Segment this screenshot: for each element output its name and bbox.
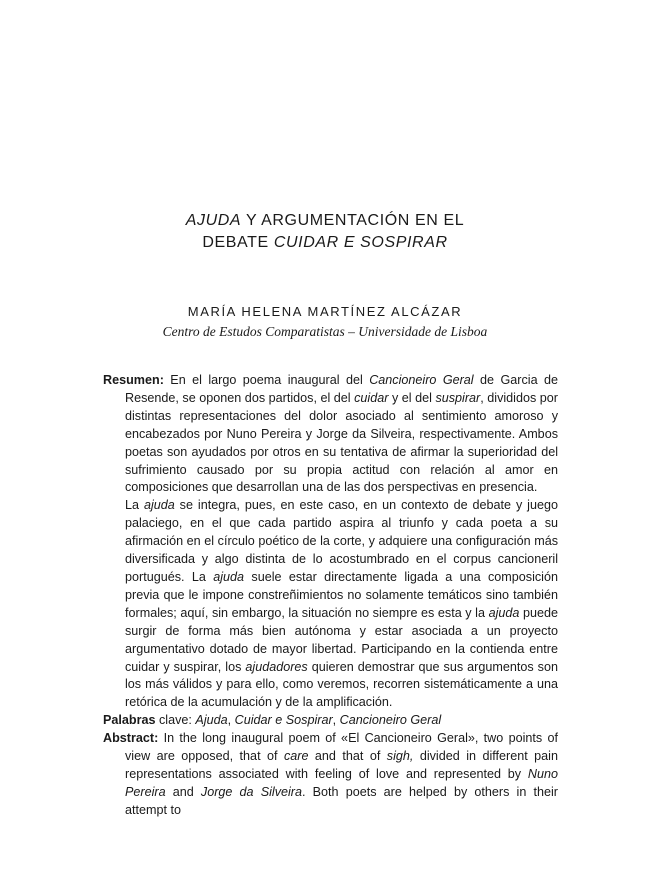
palabras-clave bbox=[103, 712, 558, 730]
text-run: and that of bbox=[308, 749, 387, 764]
resumen-text-1 bbox=[125, 373, 558, 494]
italic-run: sigh, bbox=[386, 749, 414, 764]
text-run: y el del bbox=[388, 390, 436, 405]
text-run: . Both poets are helped by others in their attempt to bbox=[125, 784, 558, 817]
abstract-paragraph bbox=[103, 730, 558, 820]
text-run: divided in different pain representations associated with feeling of love and represented by bbox=[125, 749, 558, 781]
text-run: En el largo poema inaugural del bbox=[163, 373, 370, 387]
italic-run: Cancioneiro Geral bbox=[339, 713, 442, 728]
text-run: and bbox=[165, 784, 201, 799]
text-run: de Garcia de Resende, se oponen dos partidos, el del bbox=[125, 373, 558, 405]
abstract-text bbox=[125, 731, 558, 817]
text-run: puede surgir de forma más bien autónoma y estar asociada a un proyecto argumentativo dotado de mayor libertad. Participando en la contienda entre cuidar y suspirar, los bbox=[125, 605, 558, 674]
title-line-1-rest: Y ARGUMENTACIÓN EN EL bbox=[241, 212, 465, 229]
author-affiliation: Centro de Estudos Comparatistas – Universidade de Lisboa bbox=[162, 324, 488, 339]
italic-run: ajudadores bbox=[245, 659, 308, 674]
italic-run: Ajuda bbox=[195, 713, 228, 728]
italic-run: suspirar bbox=[435, 390, 481, 405]
italic-run: ajuda bbox=[488, 605, 520, 620]
text-run: In the long inaugural poem of «El Cancioneiro Geral», two points of view are opposed, that of bbox=[125, 731, 558, 764]
title-line-2 bbox=[0, 232, 650, 254]
italic-run: Cuidar e Sospirar bbox=[234, 713, 333, 728]
abstract-label: Abstract: bbox=[103, 731, 159, 746]
title-italic-cuidar: CUIDAR E SOSPIRAR bbox=[273, 234, 448, 251]
title-line-1 bbox=[0, 210, 650, 232]
resumen-label: Resumen: bbox=[103, 373, 164, 387]
italic-run: Cancioneiro Geral bbox=[369, 373, 474, 387]
resumen-paragraph bbox=[103, 372, 558, 497]
text-run: se integra, pues, en este caso, en un contexto de debate y juego palaciego, en el que cada partido aspira al triunfo y cada poeta a su afirmación en el círculo poético de la corte, y adquiere una configuración más diversificada y algo distinta de lo acostumbrado en el corpus cancioneril portugués. La bbox=[125, 498, 558, 584]
italic-run: Nuno Pereira bbox=[125, 766, 558, 799]
title-line-2-rest: DEBATE bbox=[202, 234, 274, 251]
resumen-paragraph-2 bbox=[103, 497, 558, 712]
italic-run: ajuda bbox=[213, 569, 245, 584]
text-run: , divididos por distintas representaciones del dolor asociado al sentimiento amoroso y encabezados por Nuno Pereira y Jorge da Silveira, respectivamente. Ambos poetas son ayudados por otros en su tentativa de afirmar la superioridad del sufrimiento causado por su propia actitud con relación al amor en composiciones que desarrollan una de las dos perspectivas en presencia. bbox=[125, 390, 559, 495]
text-run: La bbox=[125, 498, 144, 513]
text-run: suele estar directamente ligada a una composición previa que le impone constreñimientos no solamente temáticos sino también formales; aquí, sin embargo, la situación no siempre es esta y la bbox=[125, 569, 558, 620]
palabras-label: Palabras bbox=[103, 713, 156, 728]
italic-run: care bbox=[283, 749, 309, 764]
author-block bbox=[0, 302, 650, 342]
text-run: , bbox=[227, 713, 235, 728]
italic-run: Jorge da Silveira bbox=[200, 784, 302, 799]
italic-run: cuidar bbox=[354, 390, 389, 405]
text-run: quieren demostrar que sus argumentos son los más válidos y para ello, como veremos, recorren sistemáticamente a una retórica de la acumulación y de la amplificación. bbox=[125, 659, 558, 710]
palabras-text bbox=[156, 713, 442, 727]
author-name: MARÍA HELENA MARTÍNEZ ALCÁZAR bbox=[187, 304, 463, 319]
italic-run: ajuda bbox=[143, 498, 175, 513]
title-italic-ajuda: AJUDA bbox=[185, 212, 242, 229]
article-title bbox=[0, 210, 650, 254]
text-run: , bbox=[332, 713, 340, 728]
resumen-text-2 bbox=[125, 498, 558, 709]
text-run: clave: bbox=[155, 713, 196, 728]
abstract-section bbox=[103, 372, 558, 820]
